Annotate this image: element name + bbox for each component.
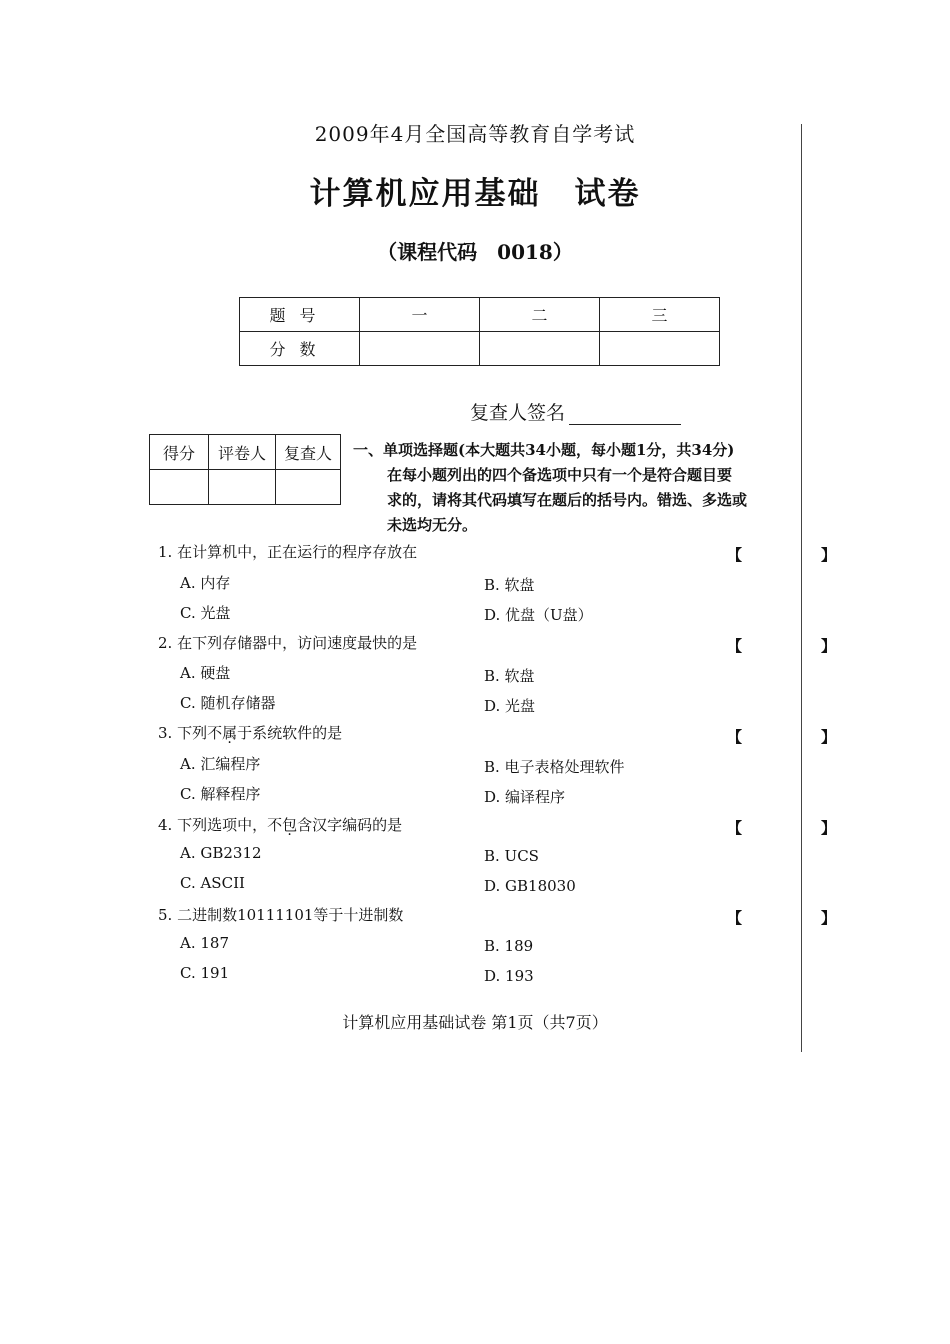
question-3-option-c: C. 解释程序: [180, 785, 261, 803]
question-1-option-a: A. 内存: [180, 574, 231, 592]
exam-header: 2009年4月全国高等教育自学考试: [314, 122, 636, 146]
question-2-answer-bracket: 【 】: [727, 637, 869, 655]
question-4-stem-pre: 4. 下列选项中，: [158, 816, 268, 834]
section-line-2: 在每小题列出的四个备选项中只有一个是符合题目要: [387, 466, 733, 484]
section-instructions: [353, 438, 793, 538]
question-1-option-b: B. 软盘: [484, 576, 535, 594]
question-4-option-a: A. GB2312: [180, 844, 262, 862]
title-main: 计算机应用基础: [309, 176, 541, 212]
question-4-option-d: D. GB18030: [484, 877, 576, 895]
question-1-answer-bracket: 【 】: [727, 546, 869, 564]
signature-line: [569, 406, 681, 425]
question-2-option-d: D. 光盘: [484, 697, 536, 715]
question-1-stem: 1. 在计算机中，正在运行的程序存放在: [158, 543, 418, 561]
question-3-stem-post: 系统软件的是: [252, 724, 343, 742]
reviewer-label: 复查人签名: [470, 402, 566, 424]
question-5-option-d: D. 193: [484, 967, 534, 985]
question-3-stem-pre: 3. 下列: [158, 724, 208, 742]
score-table-score-label: 分数: [240, 332, 360, 366]
question-3-answer-bracket: 【 】: [727, 728, 869, 746]
question-1-option-c: C. 光盘: [180, 604, 231, 622]
question-5-option-c: C. 191: [180, 964, 230, 982]
course-code: （课程代码 0018）: [377, 240, 573, 264]
grader-score-cell: [150, 470, 209, 505]
reviewer-signature: [470, 398, 681, 425]
question-2-option-a: A. 硬盘: [180, 664, 231, 682]
grader-marker-cell: [209, 470, 276, 505]
grader-reviewer-cell: [276, 470, 341, 505]
page-footer: 计算机应用基础试卷 第1页（共7页）: [342, 1013, 608, 1032]
grader-marker-label: 评卷人: [209, 435, 276, 470]
question-4-stem: [158, 814, 402, 835]
score-table-col-2: 二: [480, 298, 600, 332]
score-cell-2: [480, 332, 600, 366]
score-table-col-3: 三: [600, 298, 720, 332]
question-4-answer-bracket: 【 】: [727, 819, 869, 837]
section-line-4: 未选均无分。: [387, 516, 478, 534]
exam-title: [0, 168, 950, 213]
question-3-emphasis: 不属于: [207, 724, 253, 742]
grader-reviewer-label: 复查人: [276, 435, 341, 470]
question-3-option-b: B. 电子表格处理软件: [484, 758, 625, 776]
question-2-stem: 2. 在下列存储器中，访问速度最快的是: [158, 634, 418, 652]
question-5-option-b: B. 189: [484, 937, 534, 955]
question-1-option-d: D. 优盘（U盘）: [484, 606, 593, 624]
question-4-option-c: C. ASCII: [180, 874, 245, 892]
score-cell-3: [600, 332, 720, 366]
question-4-stem-post: 汉字编码的是: [312, 816, 403, 834]
question-3-option-a: A. 汇编程序: [180, 755, 261, 773]
question-2-option-c: C. 随机存储器: [180, 694, 276, 712]
question-3-option-d: D. 编译程序: [484, 788, 566, 806]
question-5-option-a: A. 187: [180, 934, 229, 952]
grader-score-label: 得分: [150, 435, 209, 470]
question-4-option-b: B. UCS: [484, 847, 539, 865]
grader-table: [149, 434, 341, 505]
question-2-option-b: B. 软盘: [484, 667, 535, 685]
question-5-answer-bracket: 【 】: [727, 909, 869, 927]
score-table: [239, 297, 720, 366]
score-table-question-label: 题号: [240, 298, 360, 332]
section-heading: 一、单项选择题(本大题共34小题，每小题1分，共34分): [353, 441, 735, 459]
question-5-stem: 5. 二进制数10111101等于十进制数: [158, 906, 404, 924]
section-line-3: 求的，请将其代码填写在题后的括号内。错选、多选或: [387, 491, 748, 509]
score-table-col-1: 一: [360, 298, 480, 332]
score-cell-1: [360, 332, 480, 366]
question-4-emphasis: 不包含: [267, 816, 313, 834]
question-3-stem: [158, 722, 342, 743]
title-suffix: 试卷: [574, 176, 641, 212]
